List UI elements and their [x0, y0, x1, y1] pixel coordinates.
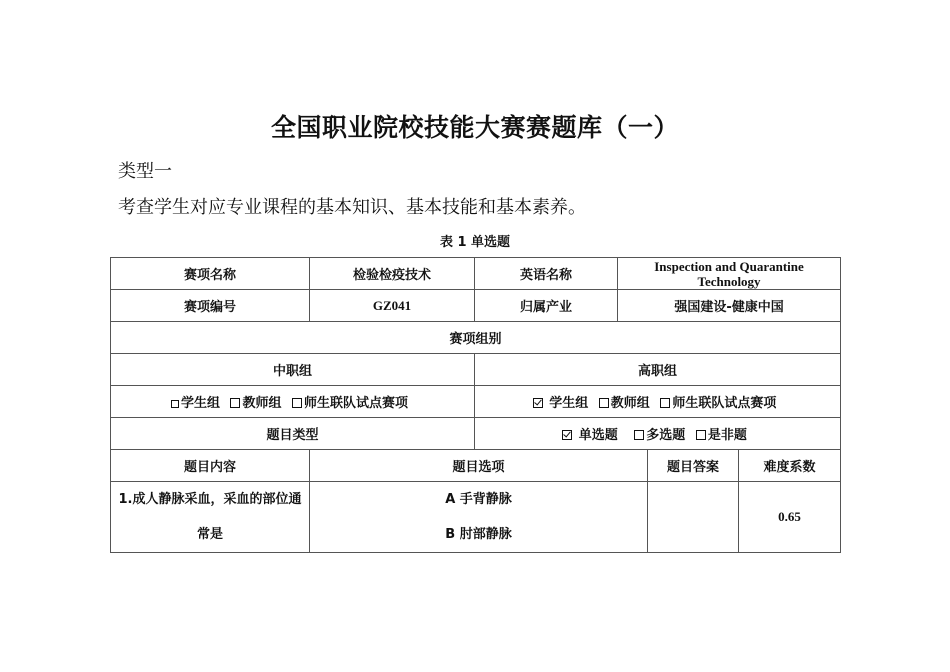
checkbox-icon — [292, 398, 302, 408]
table-row — [111, 450, 841, 482]
event-name-value: 检验检疫技术 — [310, 258, 475, 290]
event-code-value: GZ041 — [310, 290, 475, 322]
question-content-line: 常是 — [196, 527, 223, 542]
industry-label: 归属产业 — [475, 290, 618, 322]
higher-option-student[interactable]: 学生组 — [533, 396, 589, 411]
higher-group-options — [475, 386, 841, 418]
checkbox-checked-icon — [562, 430, 572, 440]
col-header-content: 题目内容 — [111, 450, 310, 482]
type-option-multiple[interactable]: 多选题 — [634, 428, 685, 443]
col-header-difficulty: 难度系数 — [739, 450, 841, 482]
col-header-answer: 题目答案 — [648, 450, 739, 482]
table-row — [111, 482, 841, 553]
event-code-label: 赛项编号 — [111, 290, 310, 322]
secondary-group-options — [111, 386, 475, 418]
checkbox-icon — [696, 430, 706, 440]
industry-value: 强国建设-健康中国 — [618, 290, 841, 322]
table-row — [111, 258, 841, 290]
question-bank-table — [110, 257, 841, 553]
secondary-option-student[interactable]: 学生组 — [171, 396, 220, 411]
event-name-label: 赛项名称 — [111, 258, 310, 290]
secondary-option-teacher[interactable]: 教师组 — [230, 396, 281, 411]
description-text: 考查学生对应专业课程的基本知识、基本技能和基本素养。 — [118, 197, 586, 218]
question-answer — [648, 482, 739, 553]
checkbox-icon — [230, 398, 240, 408]
checkbox-icon — [599, 398, 609, 408]
higher-group-label: 高职组 — [475, 354, 841, 386]
higher-option-joint[interactable]: 师生联队试点赛项 — [660, 396, 776, 411]
table-caption: 表 1 单选题 — [439, 235, 511, 250]
secondary-group-label: 中职组 — [111, 354, 475, 386]
type-option-single[interactable]: 单选题 — [562, 428, 618, 443]
question-type-label: 题目类型 — [111, 418, 475, 450]
table-row — [111, 418, 841, 450]
english-name-value: Inspection and Quarantine Technology — [618, 258, 841, 290]
option-b: B 肘部静脉 — [445, 527, 512, 542]
question-content — [111, 482, 310, 553]
question-type-options — [475, 418, 841, 450]
secondary-option-joint[interactable]: 师生联队试点赛项 — [292, 396, 408, 411]
type-label: 类型一 — [118, 161, 172, 182]
col-header-options: 题目选项 — [310, 450, 648, 482]
table-row — [111, 290, 841, 322]
table-row — [111, 354, 841, 386]
option-a: A 手背静脉 — [445, 492, 512, 507]
table-row — [111, 386, 841, 418]
english-name-label: 英语名称 — [475, 258, 618, 290]
question-options — [310, 482, 648, 553]
checkbox-icon — [634, 430, 644, 440]
question-content-line: 1.成人静脉采血，采血的部位通 — [118, 492, 302, 507]
checkbox-icon — [660, 398, 670, 408]
type-option-truefalse[interactable]: 是非题 — [696, 428, 747, 443]
checkbox-icon — [171, 400, 179, 408]
checkbox-checked-icon — [533, 398, 543, 408]
difficulty-value: 0.65 — [739, 482, 841, 553]
higher-option-teacher[interactable]: 教师组 — [599, 396, 650, 411]
document-title: 全国职业院校技能大赛赛题库（一） — [270, 113, 679, 142]
table-row — [111, 322, 841, 354]
group-header: 赛项组别 — [111, 322, 841, 354]
